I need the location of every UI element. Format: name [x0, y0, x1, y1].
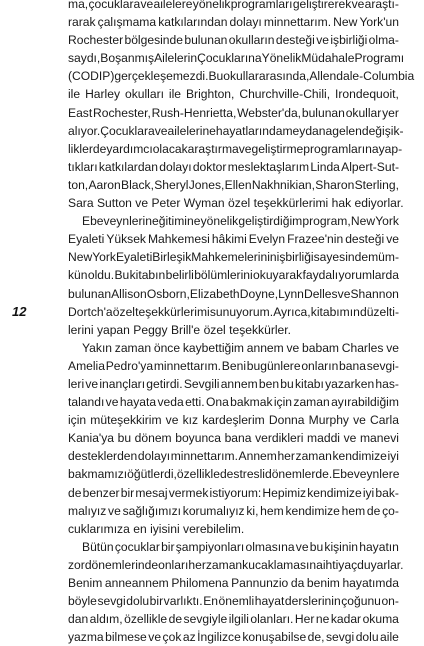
text-line: zor dönemlerinde onları her zaman kucaklamasına ihtiyaç duyarlar. [68, 557, 404, 572]
text-line: Rochester bölgesinde bulunan okulların desteği ve işbirliği olma- [68, 33, 399, 48]
text-line: Ebeveynlerin eğitimine yönelik geliştirdiğim program, New York [82, 214, 399, 229]
text-line: rarak çalışmama katkılarından dolayı minnettarım. New York'un [68, 15, 399, 30]
text-line: ile Harley okulları ile Brighton, Churchville-Chili, Irondequoit, [68, 87, 399, 102]
text-line: böyle sevgi dolu bir varlıktı. En önemli hayat derslerinin çoğunu on- [68, 594, 399, 609]
text-line: talandı ve hayata veda etti. Ona bakmak için zaman ayırabildiğim [68, 395, 399, 410]
text-line: Amelia Pedro'ya minnettarım. Beni bugünlere onların bana sevgi- [68, 358, 399, 373]
text-line: alıyor. Çocuklara ve ailelerine hayatlarında meydana gelen değişik- [68, 123, 404, 138]
text-line: East Rochester, Rush-Henrietta, Webster'da, bulunan okullar yer [68, 105, 399, 120]
text-line: ma, çocuklara ve ailelere yönelik programları geliştirerek ve araştı- [68, 0, 399, 11]
text-line: liklerde yardımcı olacak araştırma ve geliştirme programlarına yap- [68, 141, 403, 156]
text-line: malıyız ve sağlığımızı korumalıyız ki, hem kendimize hem de ço- [68, 503, 399, 518]
text-line: bakmamızı öğütlerdi, özellikle de stresli dönemlerde. Ebeveynlere [68, 467, 400, 482]
text-line: (CODIP) gerçekleşemezdi. Bu okullar arasında, Allendale-Columbia [68, 69, 415, 84]
text-line: kün oldu. Bu kitabın belirli bölümlerini okuyarak faydalı yorumlarda [68, 268, 399, 283]
text-line: New York Eyaleti Birleşik Mahkemelerinin işbirliği sayesinde müm- [68, 250, 399, 265]
text-line: için müteşekkirim ve kız kardeşlerim Donna Murphy ve Carla [68, 413, 399, 428]
text-line: yazma bilmese ve çok az İngilizce konuşabilse de, sevgi dolu aile [68, 630, 399, 645]
text-line: saydı, Boşanmış Ailelerin Çocuklarına Yönelik Müdahale Programı [68, 51, 405, 66]
text-line: lerini yapan Peggy Brill'e özel teşekkürler. [68, 322, 291, 337]
text-line: Eyaleti Yüksek Mahkemesi hâkimi Evelyn Frazee'nin desteği ve [68, 232, 399, 247]
text-line: dan aldım, özellikle de sevgiyle ilgili olanları. Her ne kadar okuma [68, 612, 399, 627]
page-number: 12 [12, 304, 27, 319]
text-line: Benim anneannem Philomena Pannunzio da benim hayatımda [68, 576, 399, 590]
text-line: Bütün çocuklar bir şampiyonları olmasına ve bu kişinin hayatın [82, 539, 399, 554]
text-line: desteklerden dolayı minnettarım. Annem her zaman kendimize iyi [68, 449, 399, 464]
body-text [68, 0, 415, 646]
text-line: Yakın zaman önce kaybettiğim annem ve babam Charles ve [82, 340, 399, 355]
text-line: cuklarımıza en iyisini verebilelim. [68, 521, 245, 536]
text-line: tıkları katkılardan dolayı doktor meslektaşlarım Linda Alpert-Sut- [68, 159, 399, 174]
text-line: leri ve inançları getirdi. Sevgili annem ben bu kitabı yazarken has- [68, 376, 399, 391]
text-line: Kania'ya bu dönem boyunca bana verdikleri maddi ve manevi [68, 431, 399, 446]
text-line: ton, Aaron Black, Sheryl Jones, Ellen Nakhnikian, Sharon Sterling, [68, 177, 399, 192]
text-line: Sara Sutton ve Peter Wyman özel teşekkürlerimi hak ediyorlar. [68, 196, 404, 211]
text-line: bulunan Allison Osborn, Elizabeth Doyne, Lynn Delles ve Shannon [68, 286, 399, 301]
text-line: de benzer bir mesaj vermek istiyorum: Hepimiz kendimize iyi bak- [68, 485, 399, 500]
text-line: Dortch'a özel teşekkürlerimi sunuyorum. Ayrıca, kitabımın düzelti- [68, 304, 399, 319]
